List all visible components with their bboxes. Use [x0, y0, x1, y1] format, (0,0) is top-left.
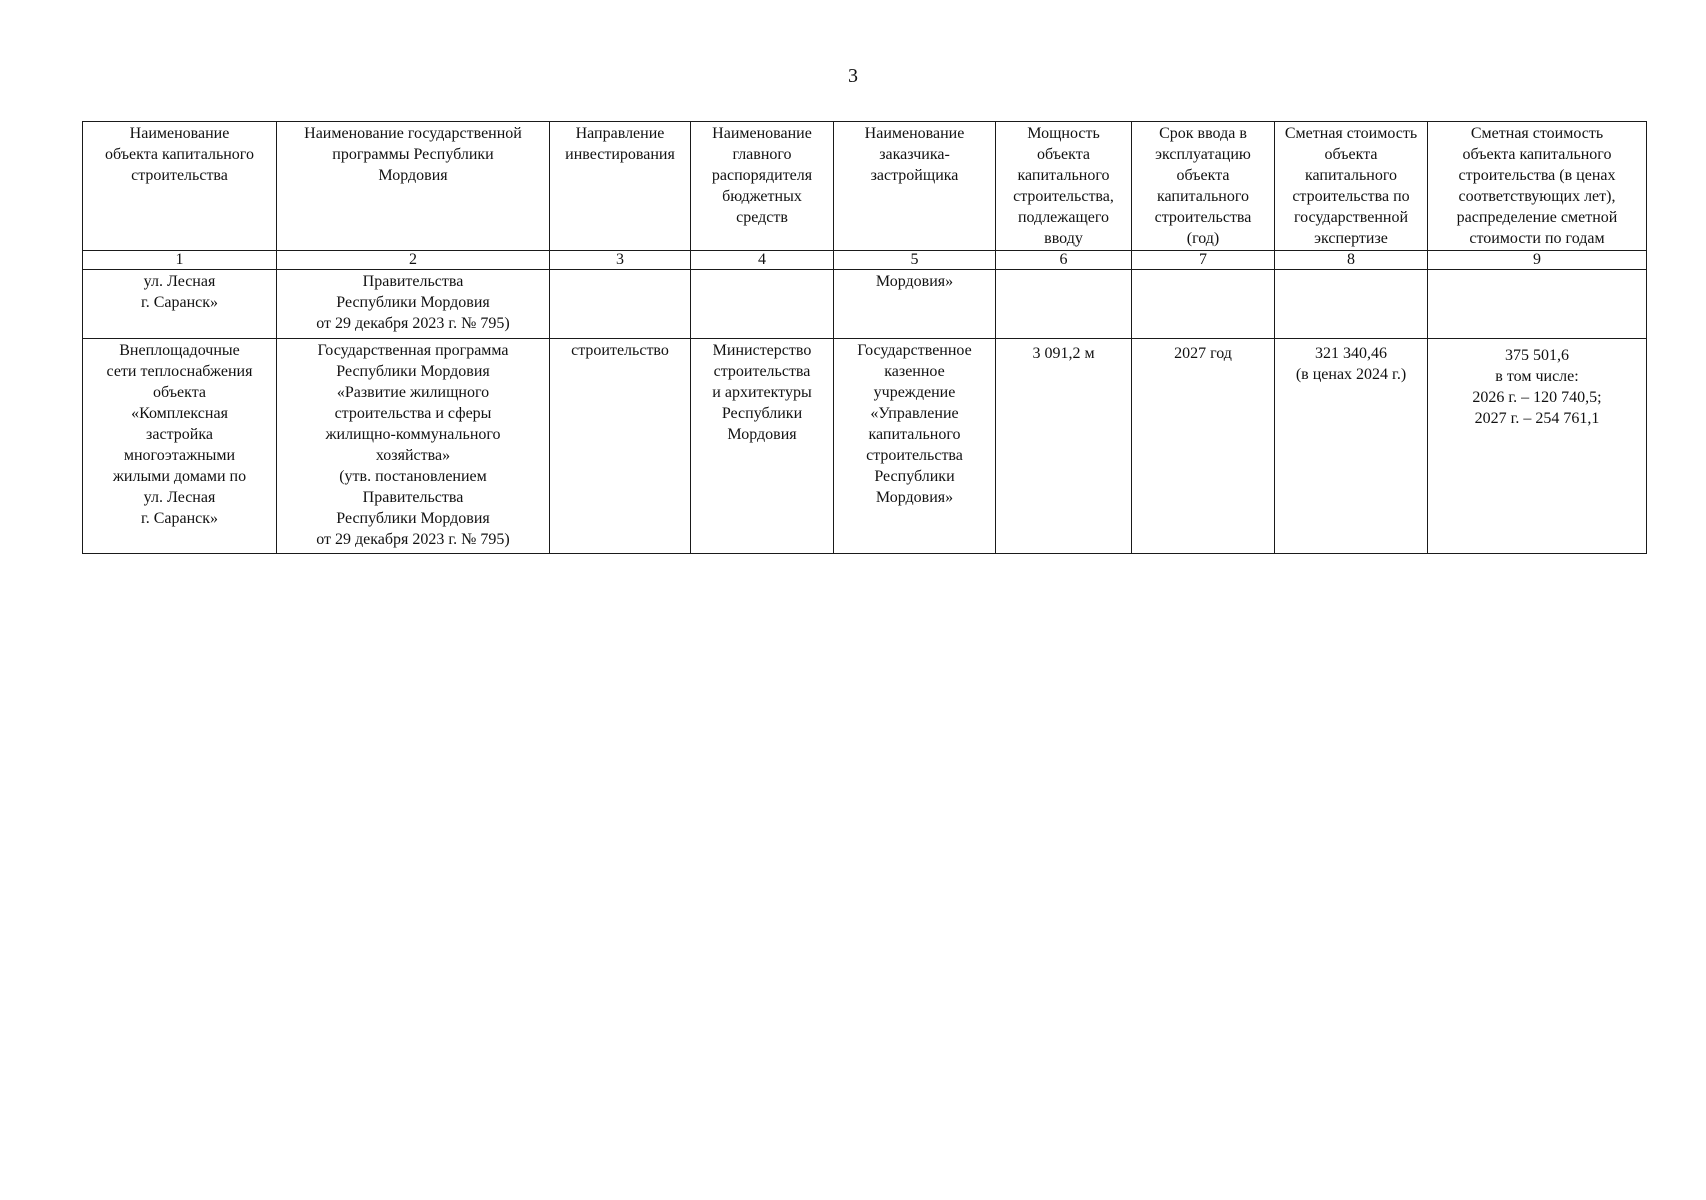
column-number: 4 [691, 251, 834, 270]
header-estimated-cost-expertise: Сметная стоимость объекта капитального строительства по государственной экспертизе [1275, 122, 1428, 251]
cell-budget-manager: Министерство строительства и архитектуры Республики Мордовия [691, 339, 834, 554]
header-commissioning-year: Срок ввода в эксплуатацию объекта капитального строительства (год) [1132, 122, 1275, 251]
cell-commissioning-year: 2027 год [1132, 339, 1275, 554]
cell-object-name: Внеплощадочные сети теплоснабжения объекта «Комплексная застройка многоэтажными жилыми домами по ул. Лесная г. Саранск» [83, 339, 277, 554]
column-number: 1 [83, 251, 277, 270]
cell-estimated-cost-expertise: 321 340,46 (в ценах 2024 г.) [1275, 339, 1428, 554]
cell-investment-direction: строительство [550, 339, 691, 554]
cell-estimated-cost-distribution [1428, 270, 1647, 339]
cell-capacity [996, 270, 1132, 339]
cell-estimated-cost-expertise [1275, 270, 1428, 339]
header-object-name: Наименование объекта капитального строительства [83, 122, 277, 251]
cell-object-name: ул. Лесная г. Саранск» [83, 270, 277, 339]
cell-commissioning-year [1132, 270, 1275, 339]
cell-program-name: Правительства Республики Мордовия от 29 декабря 2023 г. № 795) [277, 270, 550, 339]
cell-customer-developer: Государственное казенное учреждение «Управление капитального строительства Республики Мордовия» [834, 339, 996, 554]
column-number: 7 [1132, 251, 1275, 270]
header-investment-direction: Направление инвестирования [550, 122, 691, 251]
cell-capacity: 3 091,2 м [996, 339, 1132, 554]
column-number: 2 [277, 251, 550, 270]
capital-construction-table [82, 121, 1647, 554]
column-number: 5 [834, 251, 996, 270]
table-row [83, 339, 1647, 554]
cell-program-name: Государственная программа Республики Мордовия «Развитие жилищного строительства и сферы жилищно-коммунального хозяйства» (утв. постановлением Правительства Республики Мордовия от 29 декабря 2023 г. № 795) [277, 339, 550, 554]
header-capacity: Мощность объекта капитального строительства, подлежащего вводу [996, 122, 1132, 251]
header-budget-manager: Наименование главного распорядителя бюджетных средств [691, 122, 834, 251]
cell-estimated-cost-distribution: 375 501,6 в том числе: 2026 г. – 120 740,5; 2027 г. – 254 761,1 [1428, 339, 1647, 554]
page-number: 3 [848, 65, 858, 87]
header-estimated-cost-distribution: Сметная стоимость объекта капитального строительства (в ценах соответствующих лет), распределение сметной стоимости по годам [1428, 122, 1647, 251]
column-number-row [83, 251, 1647, 270]
cell-budget-manager [691, 270, 834, 339]
column-number: 9 [1428, 251, 1647, 270]
header-row [83, 122, 1647, 251]
cell-customer-developer: Мордовия» [834, 270, 996, 339]
cell-investment-direction [550, 270, 691, 339]
column-number: 3 [550, 251, 691, 270]
column-number: 6 [996, 251, 1132, 270]
column-number: 8 [1275, 251, 1428, 270]
table-row-continued [83, 270, 1647, 339]
header-program-name: Наименование государственной программы Республики Мордовия [277, 122, 550, 251]
header-customer-developer: Наименование заказчика- застройщика [834, 122, 996, 251]
